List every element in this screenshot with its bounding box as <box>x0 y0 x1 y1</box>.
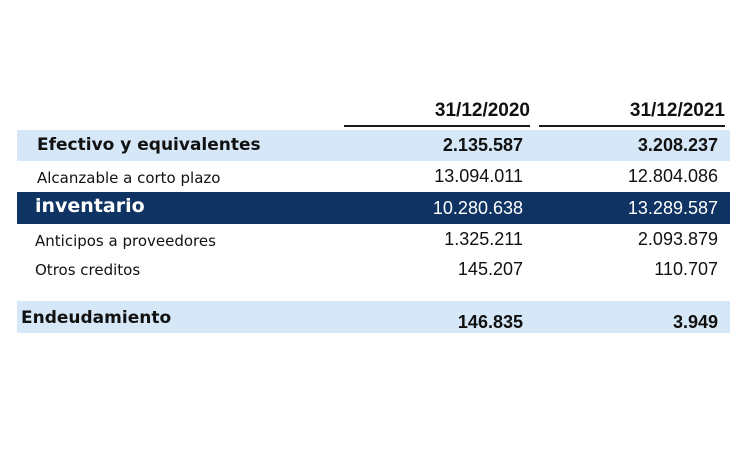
value-2020: 1.325.211 <box>444 229 523 249</box>
value-2021: 3.949 <box>672 312 718 332</box>
value-2021: 2.093.879 <box>637 229 718 249</box>
table-row-anticipos <box>17 227 730 253</box>
row-label: inventario <box>35 195 145 217</box>
value-2020: 10.280.638 <box>432 198 523 218</box>
table-row-alcanzable <box>17 163 730 191</box>
value-2021: 3.208.237 <box>637 135 718 155</box>
row-label: Efectivo y equivalentes <box>37 135 261 155</box>
value-2021: 12.804.086 <box>627 166 718 186</box>
table-row-otros-creditos <box>17 257 730 283</box>
value-2021: 110.707 <box>654 259 718 279</box>
table-row-efectivo <box>17 130 730 161</box>
table-row-inventario <box>17 192 730 224</box>
value-2021: 13.289.587 <box>627 198 718 218</box>
value-2020: 13.094.011 <box>434 166 523 186</box>
table-row-endeudamiento <box>17 301 730 333</box>
row-label: Otros creditos <box>35 261 141 279</box>
value-2020: 146.835 <box>457 312 523 332</box>
column-header-2021: 31/12/2021 <box>539 99 725 127</box>
row-label: Anticipos a proveedores <box>35 232 216 250</box>
row-label: Alcanzable a corto plazo <box>37 169 221 187</box>
column-header-2020: 31/12/2020 <box>344 99 530 127</box>
value-2020: 2.135.587 <box>442 135 523 155</box>
row-label: Endeudamiento <box>21 308 172 328</box>
value-2020: 145.207 <box>457 259 523 279</box>
